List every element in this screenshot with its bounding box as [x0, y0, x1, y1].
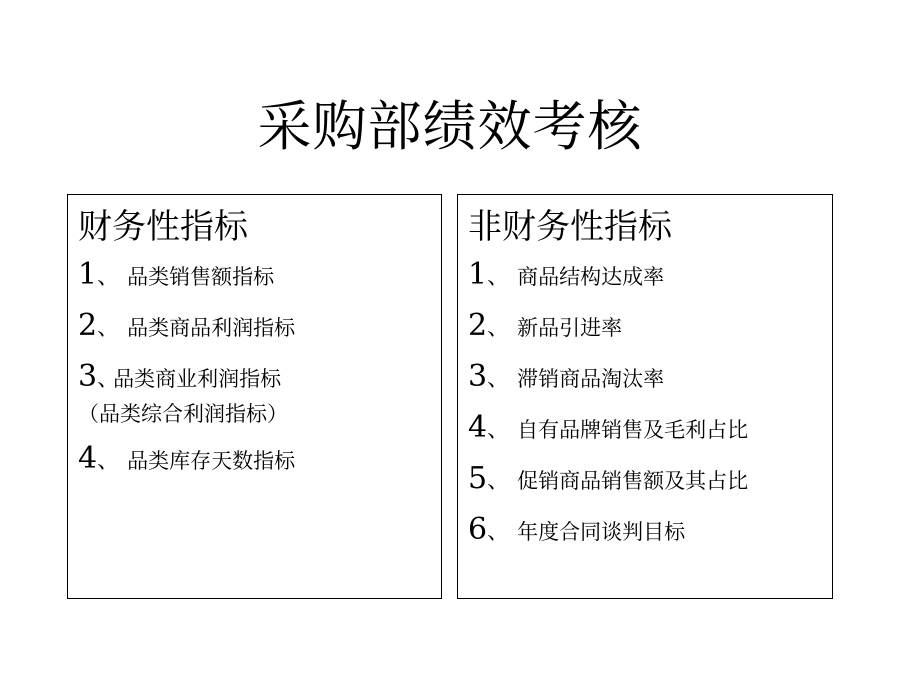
item-number: 1 — [468, 257, 488, 292]
item-text: 新品引进率 — [517, 316, 623, 340]
nonfinancial-item-2 — [468, 308, 622, 347]
item-separator: 、 — [487, 469, 510, 494]
financial-item-2 — [78, 308, 295, 347]
item-text: 品类商品利润指标 — [127, 316, 296, 340]
financial-item-4 — [78, 441, 295, 480]
item-number: 4 — [78, 441, 98, 476]
financial-item-1 — [78, 257, 274, 296]
item-separator: 、 — [97, 316, 120, 341]
financial-item-3 — [78, 359, 281, 398]
item-separator: 、 — [487, 367, 510, 392]
item-number: 4 — [468, 410, 488, 445]
item-text: 品类销售额指标 — [127, 265, 275, 289]
item-number: 2 — [468, 308, 488, 343]
item-text: 年度合同谈判目标 — [517, 520, 686, 544]
item-separator: 、 — [487, 316, 510, 341]
item-text: 滞销商品淘汰率 — [517, 367, 665, 391]
item-separator: 、 — [487, 520, 510, 545]
financial-item-3-note: （品类综合利润指标） — [78, 402, 288, 426]
nonfinancial-indicators-box — [457, 194, 833, 599]
item-number: 5 — [468, 461, 488, 496]
item-separator: 、 — [97, 449, 120, 474]
item-text: 自有品牌销售及毛利占比 — [517, 418, 749, 442]
item-number: 3 — [78, 359, 98, 394]
nonfinancial-item-3 — [468, 359, 664, 398]
item-text: 商品结构达成率 — [517, 265, 665, 289]
slide-title: 采购部绩效考核 — [257, 95, 643, 158]
item-separator: 、 — [487, 418, 510, 443]
item-separator: 、 — [97, 367, 120, 392]
item-separator: 、 — [487, 265, 510, 290]
nonfinancial-item-4 — [468, 410, 748, 449]
financial-heading: 财务性指标 — [78, 207, 248, 247]
item-number: 1 — [78, 257, 98, 292]
item-number: 6 — [468, 512, 488, 547]
item-number: 2 — [78, 308, 98, 343]
nonfinancial-item-1 — [468, 257, 664, 296]
financial-indicators-box — [67, 194, 442, 599]
item-number: 3 — [468, 359, 488, 394]
item-separator: 、 — [97, 265, 120, 290]
item-text: 促销商品销售额及其占比 — [517, 469, 749, 493]
item-text: 品类库存天数指标 — [127, 449, 296, 473]
item-text: 品类商业利润指标 — [113, 367, 282, 391]
nonfinancial-heading: 非财务性指标 — [468, 207, 672, 247]
nonfinancial-item-6 — [468, 512, 685, 551]
nonfinancial-item-5 — [468, 461, 748, 500]
